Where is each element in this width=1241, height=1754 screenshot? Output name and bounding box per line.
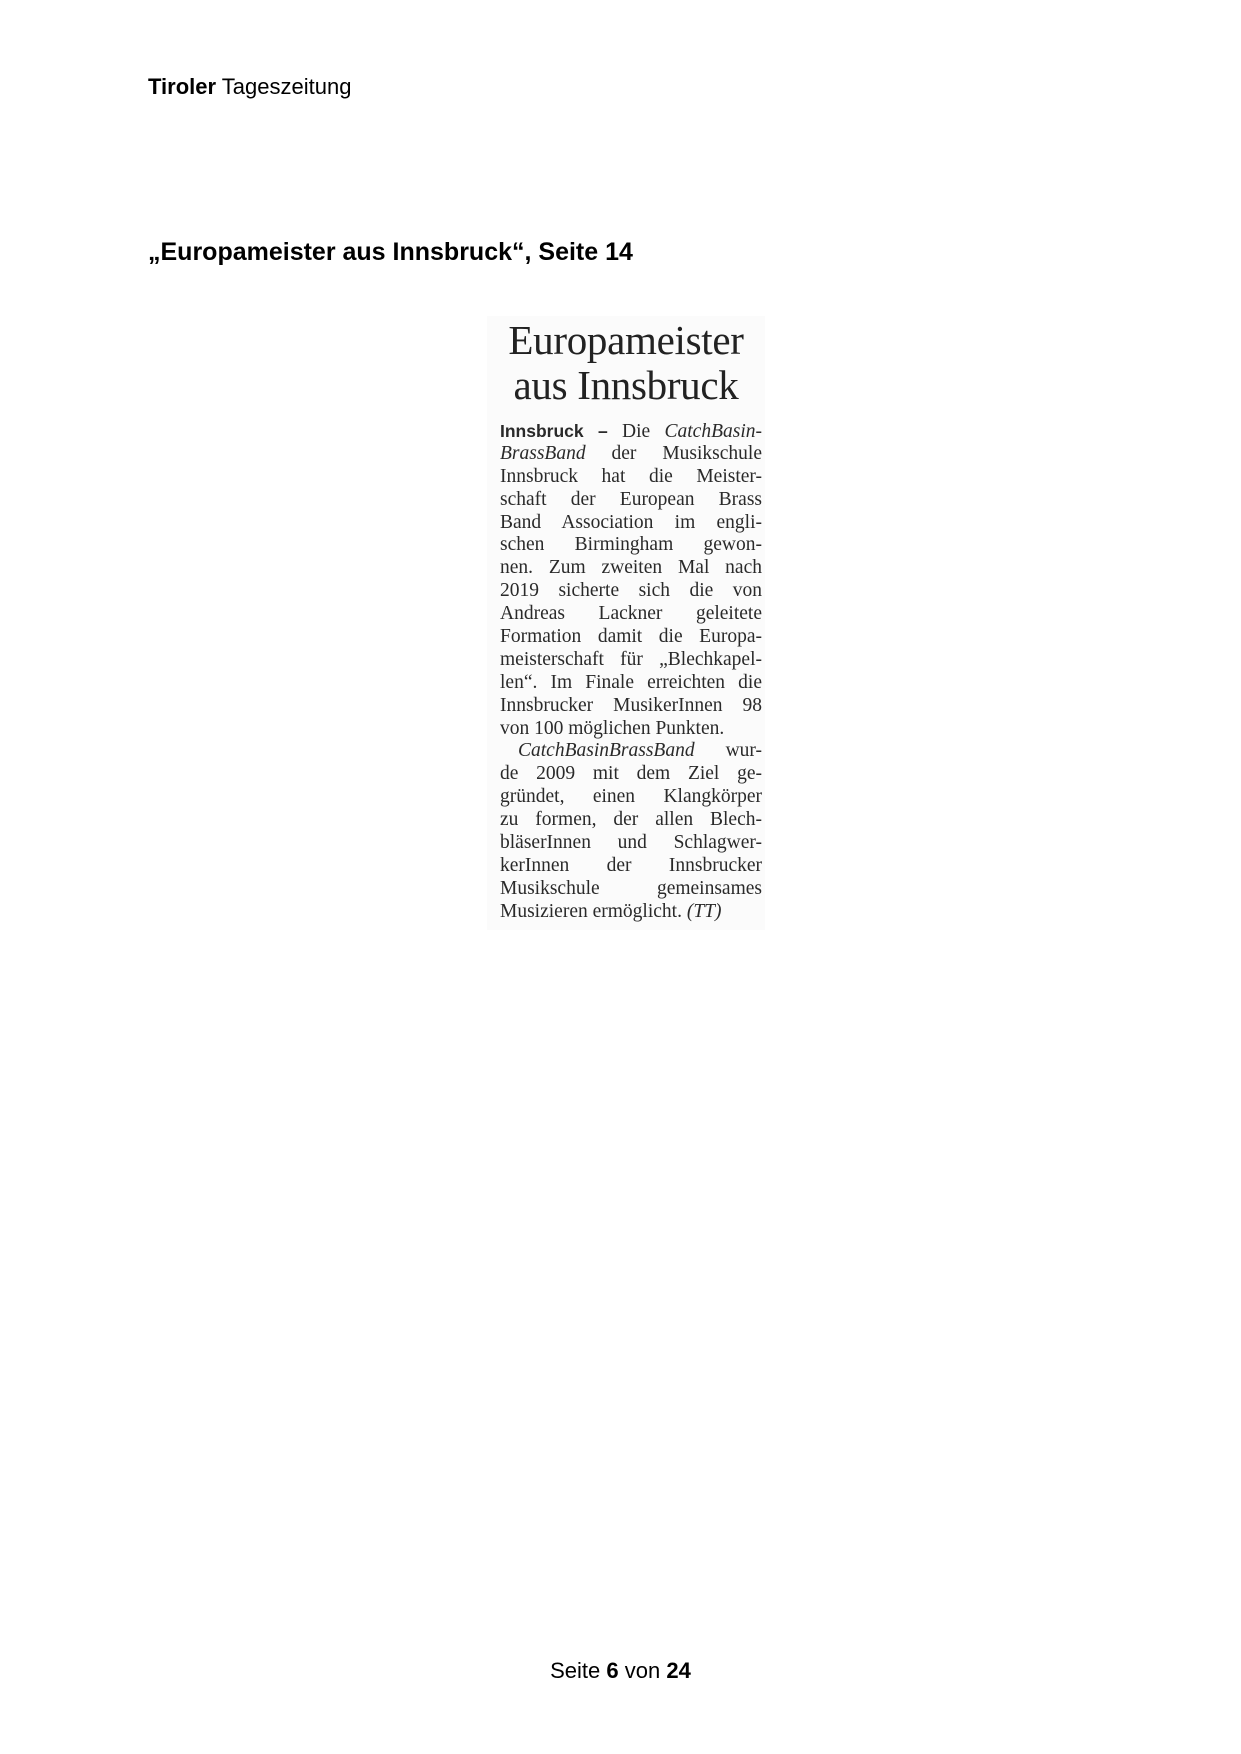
body-line: Innsbrucker MusikerInnen 98 bbox=[500, 694, 762, 716]
body-line: Innsbruck hat die Meister- bbox=[500, 465, 762, 487]
publication-header bbox=[148, 72, 351, 102]
body-line: CatchBasinBrassBand wur- bbox=[518, 740, 762, 762]
source-credit: (TT) bbox=[686, 900, 722, 922]
body-line: nen. Zum zweiten Mal nach bbox=[500, 557, 762, 579]
body-line: Andreas Lackner geleitete bbox=[500, 603, 762, 625]
band-name: CatchBasin- bbox=[664, 421, 762, 442]
body-line: 2019 sicherte sich die von bbox=[500, 580, 762, 602]
body-line: Musizieren ermöglicht. (TT) bbox=[500, 900, 722, 922]
body-line: Musikschule gemeinsames bbox=[500, 877, 762, 899]
body-line: bläserInnen und Schlagwer- bbox=[500, 832, 762, 854]
body-line: Innsbruck – Die CatchBasin- bbox=[500, 421, 762, 442]
body-line: BrassBand der Musikschule bbox=[500, 442, 762, 464]
body-line: de 2009 mit dem Ziel ge- bbox=[500, 763, 762, 785]
body-line: von 100 möglichen Punkten. bbox=[500, 717, 725, 739]
headline-line-1: Europameister bbox=[508, 317, 744, 363]
newspaper-clipping bbox=[487, 316, 765, 930]
body-line: meisterschaft für „Blechkapel- bbox=[500, 648, 762, 670]
publication-name-regular: Tageszeitung bbox=[221, 74, 352, 99]
body-line: zu formen, der allen Blech- bbox=[500, 809, 762, 831]
body-line: kerInnen der Innsbrucker bbox=[500, 854, 762, 876]
body-line: len“. Im Finale erreichten die bbox=[500, 671, 762, 693]
body-line: gründet, einen Klangkörper bbox=[500, 786, 762, 808]
page-footer: Seite 6 von 24 bbox=[550, 1658, 691, 1683]
band-name: CatchBasinBrassBand bbox=[518, 740, 695, 762]
publication-name-bold: Tiroler bbox=[148, 74, 217, 99]
article-dateline: Innsbruck – bbox=[500, 421, 608, 441]
body-line: schaft der European Brass bbox=[500, 488, 762, 510]
headline-line-2: aus Innsbruck bbox=[513, 362, 739, 408]
article-body bbox=[500, 420, 762, 924]
body-line: Band Association im engli- bbox=[500, 511, 762, 533]
body-line: Formation damit die Europa- bbox=[500, 626, 762, 648]
body-line: schen Birmingham gewon- bbox=[500, 534, 762, 556]
article-headline bbox=[487, 318, 765, 408]
total-pages-number: 24 bbox=[666, 1658, 691, 1683]
page-heading: „Europameister aus Innsbruck“, Seite 14 bbox=[148, 238, 633, 266]
current-page-number: 6 bbox=[606, 1658, 619, 1683]
